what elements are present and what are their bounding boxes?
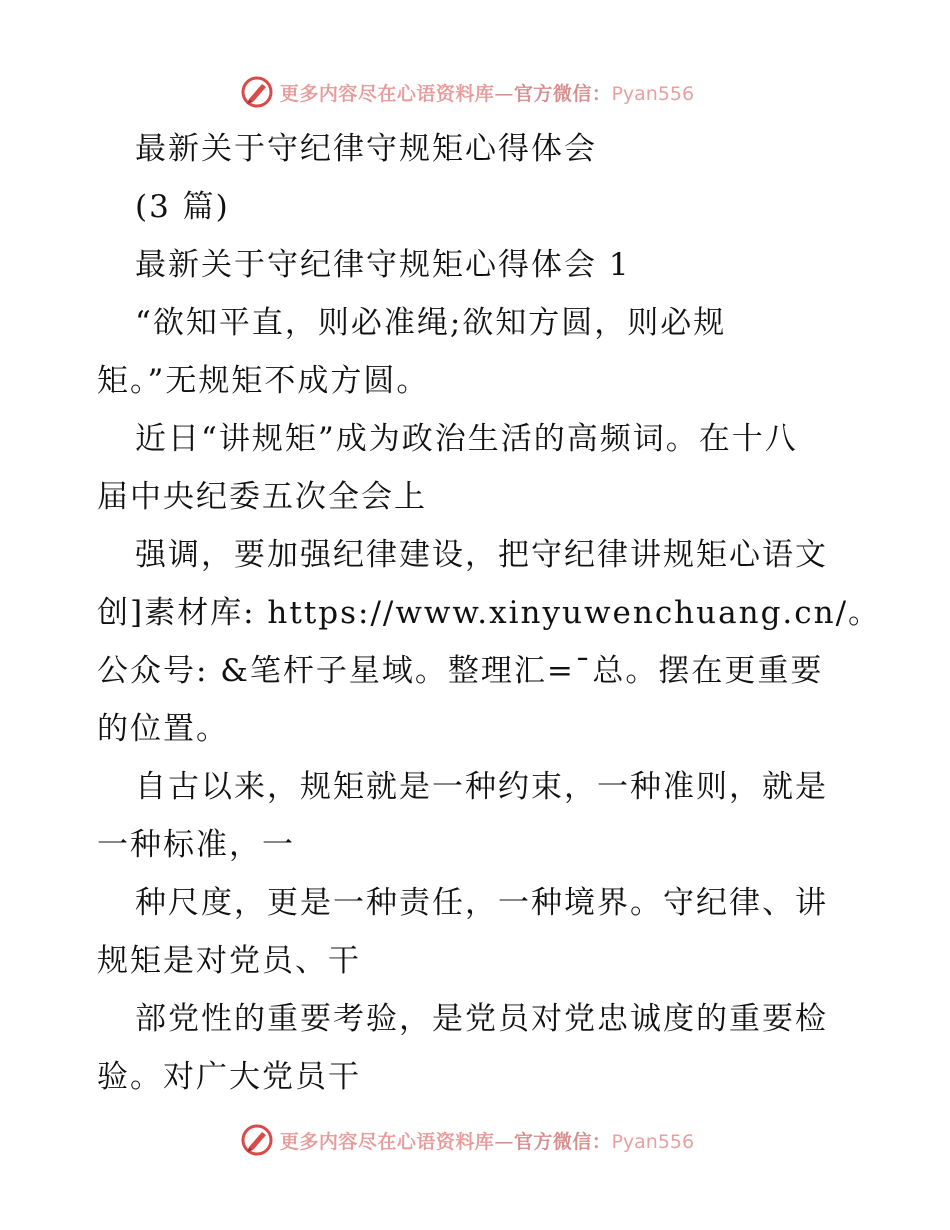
paragraph-line: 一种标准，一 (97, 827, 295, 863)
paragraph-line: 自古以来，规矩就是一种约束，一种准则，就是 (135, 769, 828, 805)
header-watermark (0, 72, 950, 112)
paragraph-line: 近日“讲规矩”成为政治生活的高频词。在十八 (135, 421, 798, 457)
section-heading: 最新关于守纪律守规矩心得体会 1 (135, 247, 631, 283)
watermark-official-label: 官方微信： (513, 82, 612, 105)
paragraph-line: 种尺度，更是一种责任，一种境界。守纪律、讲 (135, 885, 828, 921)
paragraph-line: 验。对广大党员干 (97, 1059, 361, 1095)
watermark-text (280, 79, 694, 106)
watermark-official-label: 官方微信： (513, 1130, 612, 1153)
watermark-wechat-id: Pyan556 (611, 82, 695, 105)
watermark-main-text: 更多内容尽在心语资料库 (279, 82, 495, 105)
paragraph-line: 部党性的重要考验，是党员对党忠诚度的重要检 (135, 1001, 828, 1037)
document-title-line-2: (3 篇) (135, 189, 230, 225)
watermark-dash: — (494, 82, 514, 105)
watermark-text (280, 1127, 694, 1154)
pen-seal-logo-icon (240, 75, 274, 109)
paragraph-line: 强调，要加强纪律建设，把守纪律讲规矩心语文 (135, 537, 828, 573)
paragraph-line: “欲知平直，则必准绳;欲知方圆，则必规 (135, 305, 727, 341)
paragraph-line: 的位置。 (97, 711, 229, 747)
document-title-line-1: 最新关于守纪律守规矩心得体会 (135, 131, 597, 167)
watermark-group (240, 75, 694, 109)
paragraph-line: 届中央纪委五次全会上 (97, 479, 427, 515)
paragraph-line: 创]素材库: https://www.xinyuwenchuang.cn/。 (97, 595, 882, 631)
watermark-main-text: 更多内容尽在心语资料库 (279, 1130, 495, 1153)
paragraph-line: 规矩是对党员、干 (97, 943, 361, 979)
paragraph-line: 矩。”无规矩不成方圆。 (97, 363, 430, 399)
footer-watermark (0, 1120, 950, 1160)
paragraph-line: 公众号: &笔杆子星域。整理汇=¯总。摆在更重要 (97, 653, 824, 689)
watermark-wechat-id: Pyan556 (611, 1130, 695, 1153)
pen-seal-logo-icon (240, 1123, 274, 1157)
watermark-dash: — (494, 1130, 514, 1153)
watermark-group (240, 1123, 694, 1157)
